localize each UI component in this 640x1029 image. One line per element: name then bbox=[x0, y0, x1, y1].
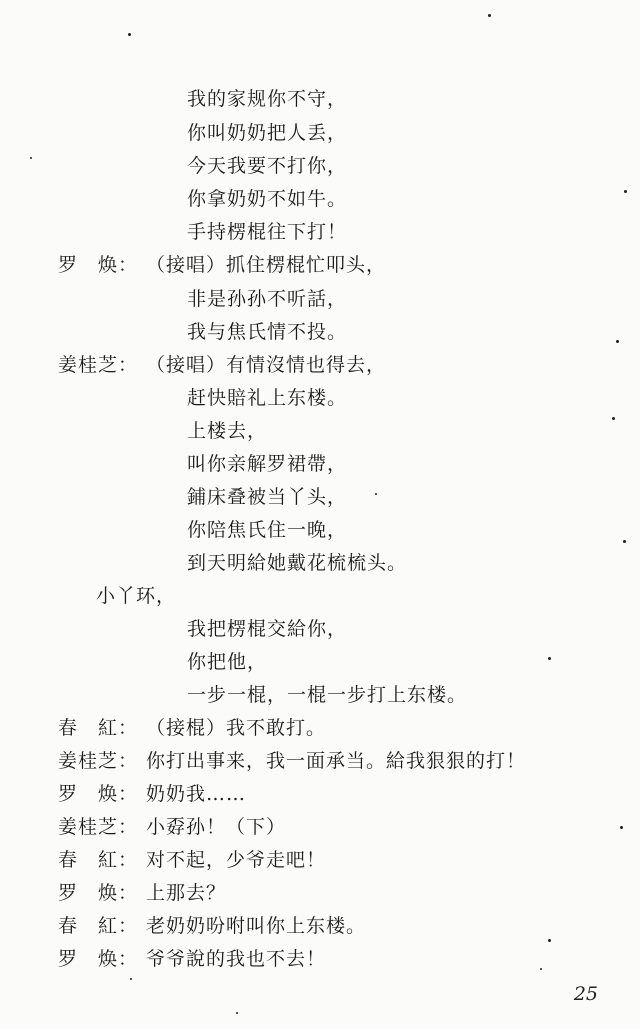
verse-line: 今天我要不打你， bbox=[187, 155, 348, 177]
scan-speck bbox=[548, 657, 551, 660]
scan-speck bbox=[375, 493, 377, 495]
dialogue-line: 对不起，少爷走吧！ bbox=[146, 849, 327, 871]
scan-speck bbox=[30, 157, 32, 159]
dialogue-line: 爷爷說的我也不去！ bbox=[146, 948, 327, 970]
speaker-name: 姜桂芝： bbox=[58, 816, 139, 838]
scan-speck bbox=[548, 939, 551, 942]
scan-speck bbox=[128, 33, 131, 36]
speaker-name: 罗 焕： bbox=[58, 783, 139, 805]
verse-line: 手持楞棍往下打！ bbox=[187, 221, 348, 243]
verse-line: 你叫奶奶把人丢， bbox=[187, 122, 348, 144]
dialogue-line: 你打出事来，我一面承当。給我狠狠的打！ bbox=[146, 750, 527, 772]
verse-line: 我把楞棍交給你， bbox=[187, 618, 348, 640]
verse-line: 上楼去， bbox=[187, 420, 268, 442]
verse-line: 你陪焦氏住一晚， bbox=[187, 519, 348, 541]
speaker-name: 姜桂芝： bbox=[58, 750, 139, 772]
dialogue-line: 小孬孙！（下） bbox=[146, 816, 287, 838]
page-number: 25 bbox=[573, 983, 598, 1005]
scan-speck bbox=[236, 1012, 238, 1014]
dialogue-line: （接棍）我不敢打。 bbox=[146, 717, 327, 739]
speaker-name: 罗 焕： bbox=[58, 948, 139, 970]
verse-line: 一步一棍，一棍一步打上东楼。 bbox=[187, 684, 468, 706]
speaker-name: 罗 焕： bbox=[58, 882, 139, 904]
scan-speck bbox=[130, 978, 132, 980]
speaker-name: 春 紅： bbox=[58, 915, 139, 937]
verse-line: 你把他， bbox=[187, 651, 268, 673]
dialogue-line: （接唱）有情沒情也得去， bbox=[146, 354, 387, 376]
scan-speck bbox=[540, 968, 542, 970]
scan-speck bbox=[624, 190, 627, 193]
speaker-name: 春 紅： bbox=[58, 717, 139, 739]
verse-line: 你拿奶奶不如牛。 bbox=[187, 188, 348, 210]
dialogue-line: 上那去？ bbox=[146, 882, 227, 904]
speaker-name: 姜桂芝： bbox=[58, 354, 139, 376]
verse-line: 我的家规你不守， bbox=[187, 88, 348, 110]
verse-line: 赶快賠礼上东楼。 bbox=[187, 387, 348, 409]
verse-line: 鋪床叠被当丫头， bbox=[187, 486, 348, 508]
dialogue-line: （接唱）抓住楞棍忙叩头， bbox=[146, 254, 387, 276]
verse-line: 非是孙孙不听話， bbox=[187, 288, 348, 310]
dialogue-line: 奶奶我…… bbox=[146, 783, 247, 805]
speaker-name: 罗 焕： bbox=[58, 254, 139, 276]
verse-line: 到天明給她戴花梳梳头。 bbox=[187, 552, 408, 574]
verse-line: 叫你亲解罗裙帶， bbox=[187, 453, 348, 475]
scan-speck bbox=[616, 340, 619, 343]
scan-speck bbox=[488, 14, 491, 17]
verse-line: 小丫环， bbox=[96, 585, 177, 607]
scan-speck bbox=[623, 540, 626, 543]
verse-line: 我与焦氏情不投。 bbox=[187, 321, 348, 343]
speaker-name: 春 紅： bbox=[58, 849, 139, 871]
scan-speck bbox=[620, 826, 623, 829]
scan-speck bbox=[612, 417, 615, 420]
dialogue-line: 老奶奶吩咐叫你上东楼。 bbox=[146, 915, 367, 937]
